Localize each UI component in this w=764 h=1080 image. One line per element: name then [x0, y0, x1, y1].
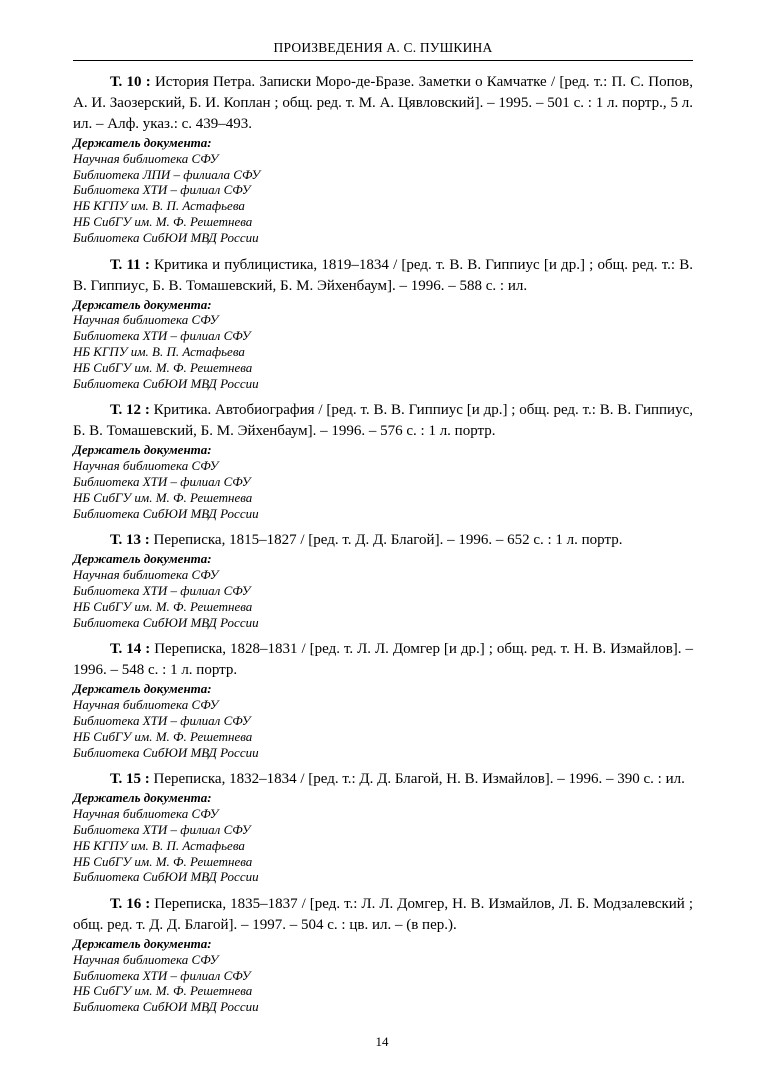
library-holder: НБ КГПУ им. В. П. Астафьева	[73, 837, 245, 853]
library-holder: НБ СибГУ им. М. Ф. Решетнева	[73, 853, 253, 869]
bibliography-entry	[73, 769, 693, 885]
running-header: ПРОИЗВЕДЕНИЯ А. С. ПУШКИНА	[273, 40, 493, 55]
page-number: 14	[375, 1034, 389, 1049]
bibliography-entry	[73, 639, 693, 760]
library-holder: Научная библиотека СФУ	[73, 150, 219, 166]
entry-description	[73, 400, 693, 442]
document-holder-label: Держатель документа:	[73, 681, 212, 697]
bibliography-list	[73, 72, 693, 1024]
library-holder: Библиотека ХТИ – филиал СФУ	[73, 473, 251, 489]
volume-number: Т. 11 :	[110, 256, 150, 273]
document-holder-label: Держатель документа:	[73, 296, 212, 312]
library-holder: НБ СибГУ им. М. Ф. Решетнева	[73, 598, 253, 614]
library-holder: Библиотека СибЮИ МВД России	[73, 375, 259, 391]
library-holder: Библиотека СибЮИ МВД России	[73, 869, 259, 885]
library-holder: Библиотека СибЮИ МВД России	[73, 229, 259, 245]
entry-description	[73, 530, 693, 551]
library-holder: Библиотека СибЮИ МВД России	[73, 505, 259, 521]
document-holder-label: Держатель документа:	[73, 442, 212, 458]
entry-description	[73, 639, 693, 681]
volume-number: Т. 10 :	[110, 74, 151, 90]
library-holder: Научная библиотека СФУ	[73, 458, 219, 474]
volume-description: Переписка, 1815–1827 / [ред. т. Д. Д. Благой]. – 1996. – 652 с. : 1 л. портр.	[149, 532, 623, 549]
library-holder: Библиотека ХТИ – филиал СФУ	[73, 582, 251, 598]
library-holder: Библиотека ХТИ – филиал СФУ	[73, 712, 251, 728]
library-holder: Научная библиотека СФУ	[73, 951, 219, 967]
library-holder: Научная библиотека СФУ	[73, 567, 219, 583]
volume-description: Переписка, 1828–1831 / [ред. т. Л. Л. Домгер [и др.] ; общ. ред. т. Н. В. Измайлов]. – 1996. – 548 с. : 1 л. портр.	[73, 641, 694, 679]
document-holder-label: Держатель документа:	[73, 790, 212, 806]
document-holder-label: Держатель документа:	[73, 936, 212, 952]
library-holder: НБ КГПУ им. В. П. Астафьева	[73, 343, 245, 359]
bibliography-entry	[73, 530, 693, 630]
document-holder-label: Держатель документа:	[73, 551, 212, 567]
library-holder: НБ СибГУ им. М. Ф. Решетнева	[73, 213, 253, 229]
library-holder: НБ СибГУ им. М. Ф. Решетнева	[73, 489, 253, 505]
library-holder: Библиотека ХТИ – филиал СФУ	[73, 821, 251, 837]
library-holder: Научная библиотека СФУ	[73, 697, 219, 713]
entry-description	[73, 72, 693, 135]
library-holder: Библиотека СибЮИ МВД России	[73, 614, 259, 630]
volume-description: История Петра. Записки Моро-де-Бразе. Заметки о Камчатке / [ред. т.: П. С. Попов, А. И. Заозерский, Б. И. Коплан ; общ. ред. т. М. А. Цявловский]. – 1995. – 501 с. : 1 л. портр., 5 л. ил. – Алф. указ.: с. 439–493.	[73, 74, 693, 132]
volume-number: Т. 13 :	[110, 532, 150, 549]
library-holder: Научная библиотека СФУ	[73, 312, 219, 328]
bibliography-entry	[73, 255, 693, 392]
document-holder-label: Держатель документа:	[73, 135, 212, 150]
library-holder: НБ СибГУ им. М. Ф. Решетнева	[73, 728, 253, 744]
library-holder: Библиотека СибЮИ МВД России	[73, 999, 259, 1015]
library-holder: Научная библиотека СФУ	[73, 806, 219, 822]
library-holder: НБ СибГУ им. М. Ф. Решетнева	[73, 983, 253, 999]
bibliography-entry	[73, 72, 693, 246]
entry-description	[73, 894, 693, 936]
volume-description: Переписка, 1835–1837 / [ред. т.: Л. Л. Домгер, Н. В. Измайлов, Л. Б. Модзалевский ; общ. ред. т. Д. Д. Благой]. – 1997. – 504 с. : цв. ил. – (в пер.).	[73, 896, 693, 934]
library-holder: Библиотека ЛПИ – филиала СФУ	[73, 166, 261, 182]
bibliography-entry	[73, 400, 693, 521]
volume-number: Т. 15 :	[110, 771, 150, 788]
library-holder: НБ КГПУ им. В. П. Астафьева	[73, 198, 245, 214]
library-holder: Библиотека ХТИ – филиал СФУ	[73, 182, 251, 198]
library-holder: НБ СибГУ им. М. Ф. Решетнева	[73, 359, 253, 375]
volume-description: Критика и публицистика, 1819–1834 / [ред. т. В. В. Гиппиус [и др.] ; общ. ред. т.: В. В. Гиппиус, Б. В. Томашевский, Б. М. Эйхенбаум]. – 1996. – 588 с. : ил.	[73, 256, 693, 294]
bibliography-entry	[73, 894, 693, 1015]
volume-description: Переписка, 1832–1834 / [ред. т.: Д. Д. Благой, Н. В. Измайлов]. – 1996. – 390 с. : ил.	[149, 771, 685, 788]
volume-number: Т. 12 :	[110, 402, 150, 419]
entry-description	[73, 769, 693, 790]
library-holder: Библиотека ХТИ – филиал СФУ	[73, 967, 251, 983]
entry-description	[73, 255, 693, 297]
library-holder: Библиотека ХТИ – филиал СФУ	[73, 328, 251, 344]
volume-description: Критика. Автобиография / [ред. т. В. В. Гиппиус [и др.] ; общ. ред. т.: В. В. Гиппиус, Б. В. Томашевский, Б. М. Эйхенбаум]. – 1996. – 576 с. : 1 л. портр.	[73, 402, 693, 440]
library-holder: Библиотека СибЮИ МВД России	[73, 744, 259, 760]
header-divider	[73, 60, 693, 61]
volume-number: Т. 16 :	[110, 896, 151, 913]
volume-number: Т. 14 :	[110, 641, 151, 658]
